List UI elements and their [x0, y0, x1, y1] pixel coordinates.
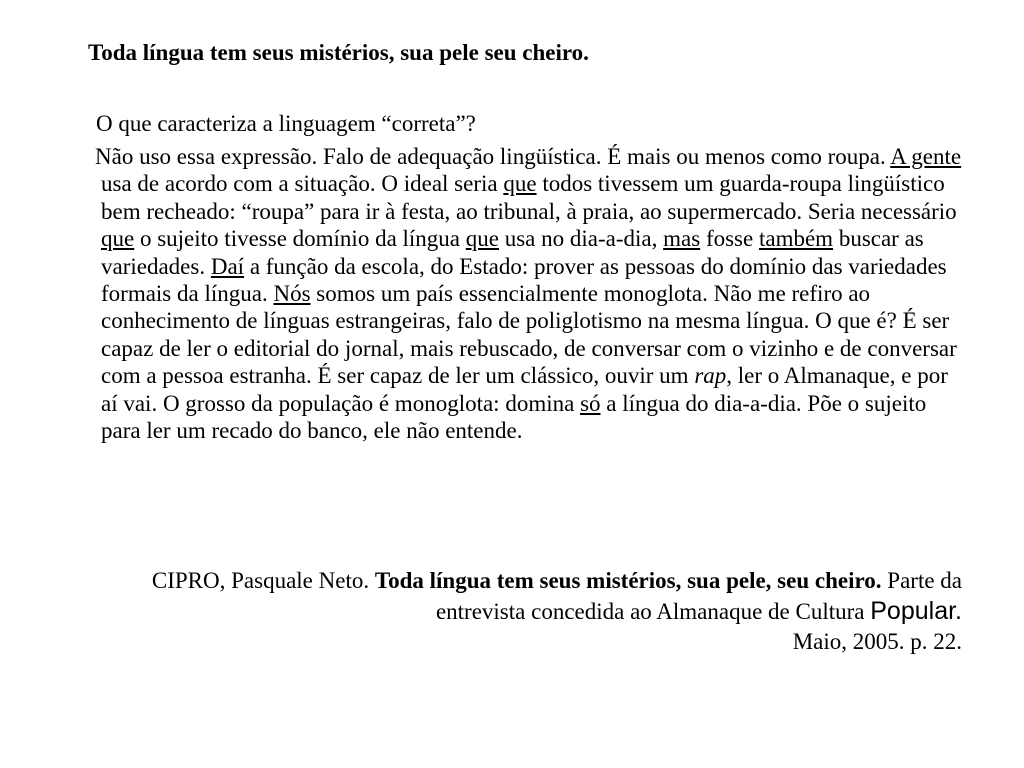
underlined-word: só — [580, 390, 601, 416]
answer-text: fosse — [700, 226, 759, 252]
citation-work-title: Toda língua tem seus mistérios, sua pele, seu cheiro. — [374, 568, 882, 593]
underlined-word: que — [503, 171, 537, 197]
answer-text: todos tivessem um guarda-roupa lingüístico bem recheado: “roupa” para ir à festa, ao tribunal, à praia, ao supermercado. Seria necessário — [101, 171, 957, 224]
answer-text: buscar as variedades. — [101, 226, 924, 279]
underlined-word: A gente — [890, 144, 962, 169]
interview-question: O que caracteriza a linguagem “correta”? — [96, 111, 476, 136]
answer-text: somos um país essencialmente monoglota. Não me refiro ao conhecimento de línguas estrangeiras, falo de poliglotismo na mesma língua. O que é? É ser capaz de ler o editorial do jornal, mais rebuscado, de conversar com o vizinho e de conversar com a pessoa estranha. É ser capaz de ler um clássico, ouvir um — [101, 281, 957, 389]
answer-text: Não uso essa expressão. Falo de adequação lingüística. É mais ou menos como roupa. — [95, 144, 891, 169]
answer-text: a função da escola, do Estado: prover as pessoas do domínio das variedades formais da língua. — [101, 253, 947, 307]
citation-date-page: Maio, 2005. p. 22. — [792, 629, 962, 654]
citation-source-last-word: Popular. — [870, 597, 962, 625]
answer-text: usa no dia-a-dia, — [498, 226, 664, 252]
underlined-word: que — [101, 226, 135, 252]
underlined-word: Daí — [210, 253, 245, 279]
underlined-word: Nós — [273, 281, 311, 307]
italic-word: rap — [694, 363, 727, 389]
answer-text: , ler o Almanaque, e por aí vai. O grosso da população é monoglota: domina — [101, 363, 948, 416]
citation-author: CIPRO, Pasquale Neto. — [151, 568, 375, 593]
citation-source: Parte da entrevista concedida ao Almanaque de Cultura — [435, 568, 962, 624]
answer-text: usa de acordo com a situação. O ideal seria — [101, 171, 504, 197]
answer-text: a língua do dia-a-dia. Põe o sujeito para ler um recado do banco, ele não entende. — [101, 390, 927, 444]
interview-answer — [95, 143, 963, 444]
underlined-word: também — [758, 226, 834, 252]
underlined-word: mas — [663, 226, 701, 252]
slide-title: Toda língua tem seus mistérios, sua pele seu cheiro. — [88, 40, 589, 65]
answer-text: o sujeito tivesse domínio da língua — [134, 226, 466, 252]
bibliographic-citation — [100, 566, 962, 657]
underlined-word: que — [465, 226, 499, 252]
